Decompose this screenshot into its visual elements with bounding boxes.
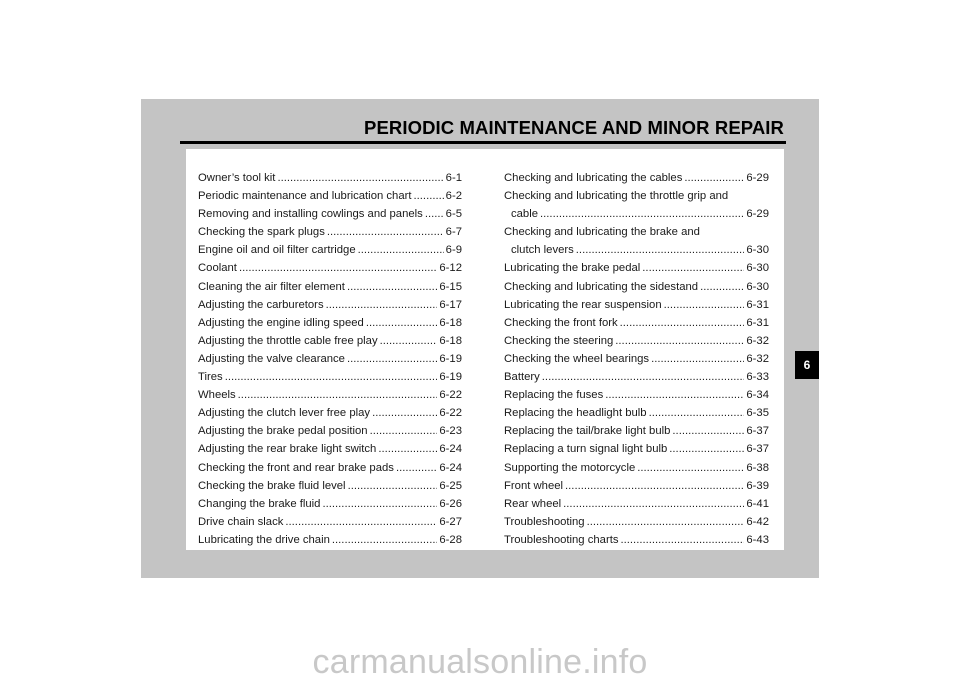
toc-entry[interactable] [198,440,462,458]
title-rule [180,141,786,144]
toc-entry[interactable] [504,440,769,458]
toc-entry-page: 6-2 [445,190,462,203]
toc-entry-page: 6-31 [746,316,769,329]
toc-entry-page: 6-39 [746,479,769,492]
dot-leader [238,386,438,404]
toc-entry-page: 6-32 [746,334,769,347]
toc-entry-title: Checking the brake fluid level [198,479,346,492]
dot-leader [620,314,745,332]
toc-entry[interactable] [198,223,462,241]
toc-entry[interactable] [198,513,462,531]
toc-entry-page: 6-17 [439,298,462,311]
dot-leader [239,259,437,277]
toc-entry[interactable] [504,223,769,241]
dot-leader [366,314,438,332]
toc-entry-continuation[interactable] [504,241,769,259]
toc-entry-title-cont: cable [511,208,539,221]
dot-leader [576,241,745,259]
page-title: PERIODIC MAINTENANCE AND MINOR REPAIR [364,117,784,138]
toc-entry-page: 6-34 [746,389,769,402]
toc-entry[interactable] [504,350,769,368]
toc-entry[interactable] [198,368,462,386]
toc-entry-page: 6-41 [746,497,769,510]
dot-leader [348,477,438,495]
dot-leader [669,440,744,458]
toc-entry[interactable] [198,314,462,332]
toc-entry-page: 6-28 [439,533,462,546]
toc-entry[interactable] [504,259,769,277]
dot-leader [380,332,438,350]
dot-leader [700,278,744,296]
toc-entry[interactable] [504,531,769,549]
toc-entry-title: Cleaning the air filter element [198,280,345,293]
toc-entry-page: 6-33 [746,371,769,384]
dot-leader [664,296,745,314]
toc-entry-page: 6-27 [439,515,462,528]
toc-entry[interactable] [504,169,769,187]
toc-entry-title: Troubleshooting charts [504,533,619,546]
toc-entry-page: 6-19 [439,371,462,384]
toc-entry-title: Checking the front fork [504,316,618,329]
toc-entry-title: Coolant [198,262,237,275]
toc-entry-page: 6-25 [439,479,462,492]
toc-entry[interactable] [198,386,462,404]
toc-entry[interactable] [198,332,462,350]
toc-entry[interactable] [198,278,462,296]
toc-entry-title: Periodic maintenance and lubrication chart [198,190,412,203]
toc-entry-page: 6-30 [746,262,769,275]
dot-leader [332,531,437,549]
toc-entry[interactable] [504,477,769,495]
toc-entry-title: Lubricating the drive chain [198,533,330,546]
toc-entry-title: Lubricating the rear suspension [504,298,662,311]
toc-entry[interactable] [198,531,462,549]
toc-entry-title: Checking the wheel bearings [504,352,650,365]
toc-entry[interactable] [504,404,769,422]
dot-leader [684,169,744,187]
toc-entry-title: Owner’s tool kit [198,172,276,184]
toc-entry-page: 6-30 [746,280,769,293]
toc-entry-page: 6-12 [439,262,462,275]
toc-entry-page: 6-22 [439,407,462,420]
toc-entry-page: 6-23 [439,425,462,438]
toc-entry-title: Troubleshooting [504,515,585,528]
toc-entry-page: 6-18 [439,334,462,347]
toc-entry-title: Adjusting the engine idling speed [198,316,364,329]
toc-entry-title: Checking and lubricating the brake and [504,226,700,239]
dot-leader [425,205,444,223]
toc-entry[interactable] [504,386,769,404]
toc-entry-title: Removing and installing cowlings and panels [198,208,423,221]
toc-entry-page: 6-29 [746,208,769,221]
dot-leader [285,513,437,531]
toc-entry-page: 6-43 [746,533,769,546]
toc-entry-title: Changing the brake fluid [198,497,321,510]
toc-entry-page: 6-37 [746,425,769,438]
toc-entry-title: Checking and lubricating the throttle grip and [504,190,729,203]
toc-entry-page: 6-32 [746,352,769,365]
toc-entry[interactable] [198,495,462,513]
toc-entry[interactable] [198,187,462,205]
dot-leader [396,459,437,477]
toc-entry[interactable] [198,169,462,187]
toc-entry-title: Checking and lubricating the cables [504,172,683,184]
dot-leader [642,259,744,277]
toc-entry-title: Lubricating the brake pedal [504,262,641,275]
toc-entry[interactable] [198,404,462,422]
toc-entry[interactable] [198,296,462,314]
toc-entry-title: Replacing the fuses [504,389,604,402]
toc-entry[interactable] [198,241,462,259]
toc-entry-page: 6-35 [746,407,769,420]
toc-entry-title: Adjusting the rear brake light switch [198,443,377,456]
toc-entry-title: Battery [504,371,540,384]
toc-entry-page: 6-18 [439,316,462,329]
toc-entry[interactable] [504,278,769,296]
toc-right-column [504,169,769,549]
dot-leader [651,350,744,368]
dot-leader [326,296,438,314]
toc-entry[interactable] [504,513,769,531]
toc-entry-title: Checking the steering [504,334,614,347]
toc-entry-title: Replacing the headlight bulb [504,407,647,420]
toc-entry-title: Replacing a turn signal light bulb [504,443,668,456]
dot-leader [327,223,444,241]
dot-leader [322,495,437,513]
dot-leader [605,386,744,404]
toc-entry-page: 6-15 [439,280,462,293]
toc-entry-title: Checking and lubricating the sidestand [504,280,699,293]
toc-entry[interactable] [504,296,769,314]
toc-entry-title: Rear wheel [504,497,562,510]
dot-leader [347,278,437,296]
toc-entry[interactable] [198,477,462,495]
toc-entry-title: Checking the spark plugs [198,226,325,239]
dot-leader [347,350,437,368]
dot-leader [540,205,744,223]
toc-entry[interactable] [198,205,462,223]
toc-entry-page: 6-5 [445,208,462,221]
toc-entry-page: 6-38 [746,461,769,474]
toc-entry-page: 6-19 [439,352,462,365]
dot-leader [378,440,437,458]
dot-leader [563,495,744,513]
toc-entry-page: 6-26 [439,497,462,510]
toc-entry[interactable] [504,332,769,350]
toc-entry-title: Wheels [198,389,236,402]
toc-entry[interactable] [504,459,769,477]
toc-entry-title: Tires [198,371,223,384]
dot-leader [587,513,745,531]
toc-entry[interactable] [198,259,462,277]
toc-entry-page: 6-9 [445,244,462,257]
toc-entry-title-cont: clutch levers [511,244,574,257]
toc-entry-page: 6-22 [439,389,462,402]
dot-leader [542,368,745,386]
toc-entry[interactable] [504,495,769,513]
toc-entry-title: Adjusting the brake pedal position [198,425,368,438]
toc-entry-title: Adjusting the clutch lever free play [198,407,371,420]
toc-entry-page: 6-30 [746,244,769,257]
watermark: carmanualsonline.info [312,643,648,681]
dot-leader [358,241,444,259]
toc-entry[interactable] [504,368,769,386]
toc-entry-page: 6-1 [445,172,462,184]
dot-leader [225,368,438,386]
toc-entry-page: 6-29 [746,172,769,184]
toc-entry-continuation[interactable] [504,205,769,223]
dot-leader [615,332,744,350]
toc-entry-title: Adjusting the carburetors [198,298,324,311]
dot-leader [637,459,744,477]
toc-entry-title: Adjusting the throttle cable free play [198,334,378,347]
toc-entry-page: 6-31 [746,298,769,311]
dot-leader [565,477,744,495]
dot-leader [621,531,745,549]
dot-leader [672,422,744,440]
toc-entry-title: Drive chain slack [198,515,284,528]
toc-entry-title: Supporting the motorcycle [504,461,636,474]
toc-entry-page: 6-24 [439,461,462,474]
toc-left-column [198,169,462,549]
toc-entry[interactable] [198,459,462,477]
dot-leader [370,422,438,440]
toc-entry[interactable] [504,422,769,440]
toc-entry-page: 6-42 [746,515,769,528]
toc-entry-title: Adjusting the valve clearance [198,352,345,365]
toc-entry[interactable] [504,187,769,205]
toc-entry-title: Checking the front and rear brake pads [198,461,394,474]
toc-entry-page: 6-24 [439,443,462,456]
toc-entry[interactable] [198,350,462,368]
toc-entry-page: 6-37 [746,443,769,456]
toc-entry[interactable] [198,422,462,440]
dot-leader [372,404,437,422]
dot-leader [277,169,443,187]
toc-entry[interactable] [504,314,769,332]
toc-entry-page: 6-7 [445,226,462,239]
dot-leader [414,187,444,205]
toc-entry-title: Replacing the tail/brake light bulb [504,425,671,438]
chapter-tab: 6 [795,351,819,379]
toc-entry-title: Engine oil and oil filter cartridge [198,244,356,257]
toc-entry-title: Front wheel [504,479,564,492]
dot-leader [649,404,745,422]
